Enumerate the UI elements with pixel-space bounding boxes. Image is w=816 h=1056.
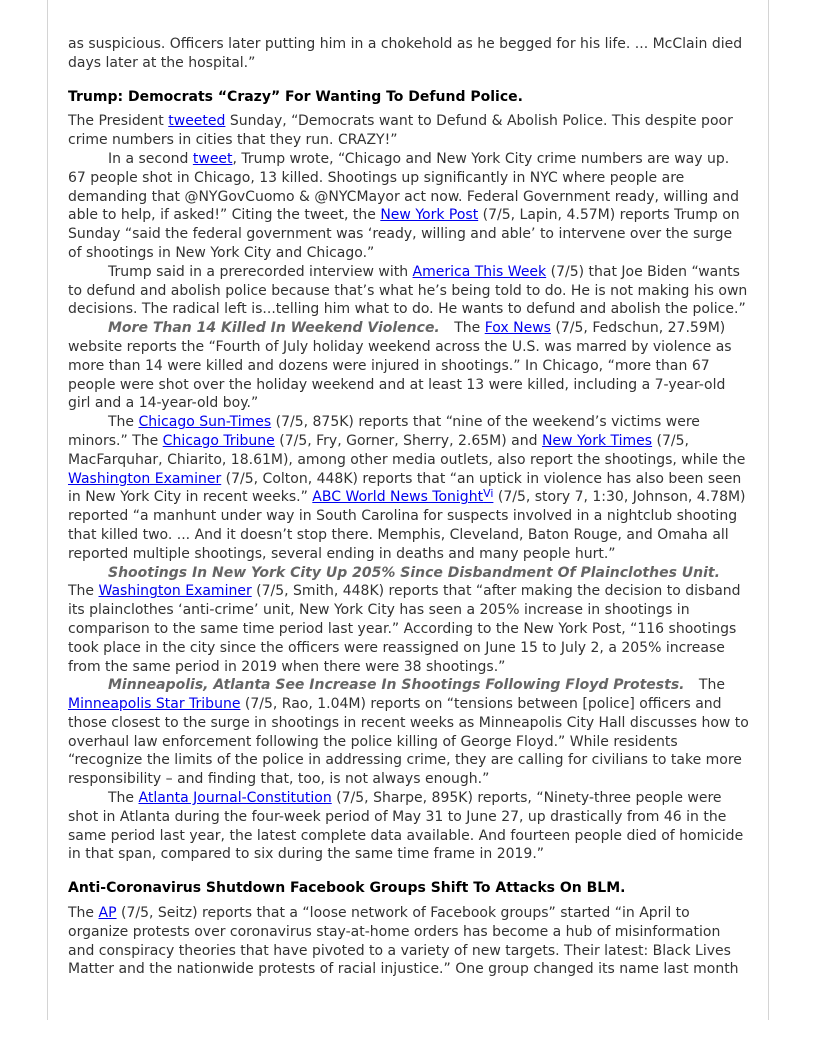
trump-paragraph-7: Minneapolis, Atlanta See Increase In Shootings Following Floyd Protests. The Minneapolis Star Tribune (7/5, Rao, 1.04M) reports on “tensions between [police] officers and those closest to the surge in shootings in recent weeks as Minneapolis City Hall discusses how to overhaul law enforcement following the police killing of George Floyd.” While residents “recognize the limits of the police in addressing crime, they are calling for civilians to take more responsibility – and finding that, too, is not always enough.” bbox=[68, 677, 749, 788]
page-left-rule bbox=[47, 0, 48, 1020]
intro-paragraph: as suspicious. Officers later putting him in a chokehold as he begged for his life. ... McClain died days later at the hospital.” bbox=[68, 36, 743, 71]
atlanta-journal-constitution-link[interactable]: Atlanta Journal-Constitution bbox=[138, 790, 332, 807]
trump-paragraph-2: In a second tweet, Trump wrote, “Chicago and New York City crime numbers are way up. 67 people shot in Chicago, 13 killed. Shootings up significantly in NYC where people are demanding that @NYGovCuomo & @NYCMayor act now. Federal Government ready, willing and able to help, if asked!” Citing the tweet, the New York Post (7/5, Lapin, 4.57M) reports Trump on Sunday “said the federal government was ‘ready, willing and able’ to intervene over the surge of shootings in New York City and Chicago.” bbox=[68, 150, 740, 261]
washington-examiner-link-2[interactable]: Washington Examiner bbox=[98, 583, 252, 600]
new-york-times-link[interactable]: New York Times bbox=[541, 432, 653, 449]
fox-news-link[interactable]: Fox News bbox=[484, 320, 551, 337]
article-column bbox=[68, 35, 750, 979]
video-link-icon[interactable]: Vi bbox=[483, 487, 494, 501]
trump-paragraph-1: The President tweeted Sunday, “Democrats want to Defund & Abolish Police. This despite poor crime numbers in cities that they run. CRAZY!” bbox=[68, 113, 733, 149]
washington-examiner-link[interactable]: Washington Examiner bbox=[68, 470, 222, 487]
tweet-link[interactable]: tweet bbox=[192, 150, 233, 167]
ap-link[interactable]: AP bbox=[98, 905, 117, 922]
minneapolis-star-tribune-link[interactable]: Minneapolis Star Tribune bbox=[68, 696, 241, 713]
trump-paragraph-6: Shootings In New York City Up 205% Since Disbandment Of Plainclothes Unit. The Washington Examiner (7/5, Smith, 448K) reports that “after making the decision to disband its plainclothes ‘anti-crime’ unit, New York City has seen a 205% increase in shootings in comparison to the same time period last year.” According to the New York Post, “116 shootings took place in the city since the officers were reassigned on June 15 to July 2, a 205% increase from the same period in 2019 when there were 38 shootings.” bbox=[68, 564, 741, 675]
america-this-week-link[interactable]: America This Week bbox=[412, 263, 547, 280]
trump-paragraph-8: The Atlanta Journal-Constitution (7/5, Sharpe, 895K) reports, “Ninety-three people were shot in Atlanta during the four-week period of May 31 to June 27, up drastically from 46 in the same period last year, the latest complete data available. And fourteen people died of homicide in that span, compared to six during the same time frame in 2019.” bbox=[68, 790, 744, 863]
section-heading-facebook: Anti-Coronavirus Shutdown Facebook Groups Shift To Attacks On BLM. bbox=[68, 880, 626, 897]
trump-paragraph-3: Trump said in a prerecorded interview with America This Week (7/5) that Joe Biden “wants to defund and abolish police because that’s what he’s being told to do. He is not making his own decisions. The radical left is...telling him what to do. He wants to defund and abolish the police.” bbox=[68, 263, 748, 318]
facebook-paragraph-1: The AP (7/5, Seitz) reports that a “loose network of Facebook groups” started “in April to organize protests over coronavirus stay-at-home orders has become a hub of misinformation and conspiracy theories that have pivoted to a variety of new targets. Their latest: Black Lives Matter and the nationwide protests of racial injustice.” One group changed its name last month bbox=[68, 905, 739, 978]
subheading-nyc-shootings: Shootings In New York City Up 205% Since Disbandment Of Plainclothes Unit. bbox=[108, 564, 720, 581]
chicago-tribune-link[interactable]: Chicago Tribune bbox=[162, 432, 275, 449]
abc-world-news-tonight-link[interactable]: ABC World News Tonight bbox=[312, 489, 484, 506]
subheading-minneapolis-atlanta: Minneapolis, Atlanta See Increase In Shootings Following Floyd Protests. bbox=[108, 677, 685, 694]
page-right-rule bbox=[768, 0, 769, 1020]
chicago-sun-times-link[interactable]: Chicago Sun-Times bbox=[138, 414, 272, 431]
subheading-weekend-violence: More Than 14 Killed In Weekend Violence. bbox=[108, 320, 440, 337]
trump-paragraph-4: More Than 14 Killed In Weekend Violence. The Fox News (7/5, Fedschun, 27.59M) website reports the “Fourth of July holiday weekend across the U.S. was marred by violence as more than 14 were killed and dozens were injured in shootings.” In Chicago, “more than 67 people were shot over the holiday weekend and at least 13 were killed, including a 7-year-old girl and a 14-year-old boy.” bbox=[68, 320, 732, 412]
tweeted-link[interactable]: tweeted bbox=[168, 113, 226, 130]
new-york-post-link[interactable]: New York Post bbox=[380, 207, 479, 224]
section-heading-trump: Trump: Democrats “Crazy” For Wanting To Defund Police. bbox=[68, 88, 523, 105]
trump-paragraph-5: The Chicago Sun-Times (7/5, 875K) reports that “nine of the weekend’s victims were minors.” The Chicago Tribune (7/5, Fry, Gorner, Sherry, 2.65M) and New York Times (7/5, MacFarquhar, Chiarito, 18.61M), among other media outlets, also report the shootings, while the Washington Examiner (7/5, Colton, 448K) reports that “an uptick in violence has also been seen in New York City in recent weeks.” ABC World News Tonight$^{Vi}$ (7/5, story 7, 1:30, Johnson, 4.78M) reported “a manhunt under way in South Carolina for suspects involved in a nightclub shooting that killed two. ... And it doesn’t stop there. Memphis, Cleveland, Baton Rouge, and Omaha all reported multiple shootings, several ending in deaths and many people hurt.” bbox=[68, 414, 746, 562]
